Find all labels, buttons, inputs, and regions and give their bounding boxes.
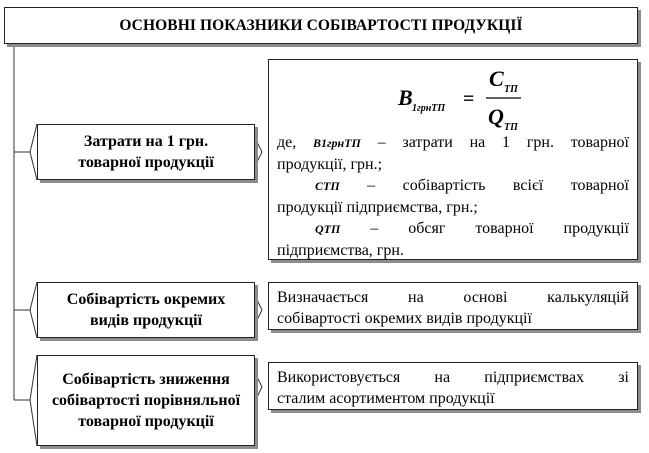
description-line-4: продукції підприємства, грн.; [277,199,478,216]
description-de: де, [277,134,314,151]
formula-svg [277,60,629,132]
description-symbol-q: QТП [315,222,341,236]
indicator-cost-reduction [37,355,255,446]
formula-denominator-main: Q [488,104,504,129]
indicator-cost-of-product-types [37,282,255,338]
indicator-cost-of-product-types-label: Собівартість окремих видів продукції [66,291,226,329]
cost-per-uah-formula [277,60,629,132]
indicator-cost-reduction-label: Собівартість зниження собівартості порівняльної товарної продукції [51,371,241,430]
description-symbol-c: СТП [315,179,340,193]
cost-reduction-description [268,362,638,410]
description-line-1 [277,132,629,154]
indicator-cost-per-uah-label: Затрати на 1 грн. товарної продукції [78,133,214,171]
cost-reduction-text-2: сталим асортиментом продукції [277,390,495,407]
indicator-cost-per-uah [37,124,255,180]
formula-numerator-sub: ТП [504,84,518,95]
description-line-5 [277,218,629,240]
formula-description-box [268,59,638,260]
cost-of-product-types-text-1: Визначається на основі калькуляцій [277,289,629,306]
formula-numerator-main: C [489,66,504,91]
description-b-meaning: – затрати на 1 грн. товарної [360,134,629,151]
description-line-2: продукції, грн.; [277,156,383,173]
cost-of-product-types-text-2: собівартості окремих видів продукції [277,310,532,327]
description-line-3 [277,175,629,197]
description-c-meaning: – собівартість всієї товарної [339,177,629,194]
formula-lhs-sub: 1грнТП [412,103,446,114]
formula-lhs-main: B [398,85,413,110]
description-q-meaning: – обсяг товарної продукції [340,220,629,237]
diagram-title-text: ОСНОВНІ ПОКАЗНИКИ СОБІВАРТОСТІ ПРОДУКЦІЇ [119,16,523,34]
formula-denominator-sub: ТП [504,122,518,132]
cost-of-product-types-description [268,282,638,330]
description-symbol-b: B1грнТП [313,136,361,150]
description-line-6: підприємства, грн. [277,242,404,259]
diagram-title [4,7,638,44]
cost-reduction-text-1: Використовується на підприємствах зі [277,369,629,386]
formula-equals: = [463,88,475,110]
